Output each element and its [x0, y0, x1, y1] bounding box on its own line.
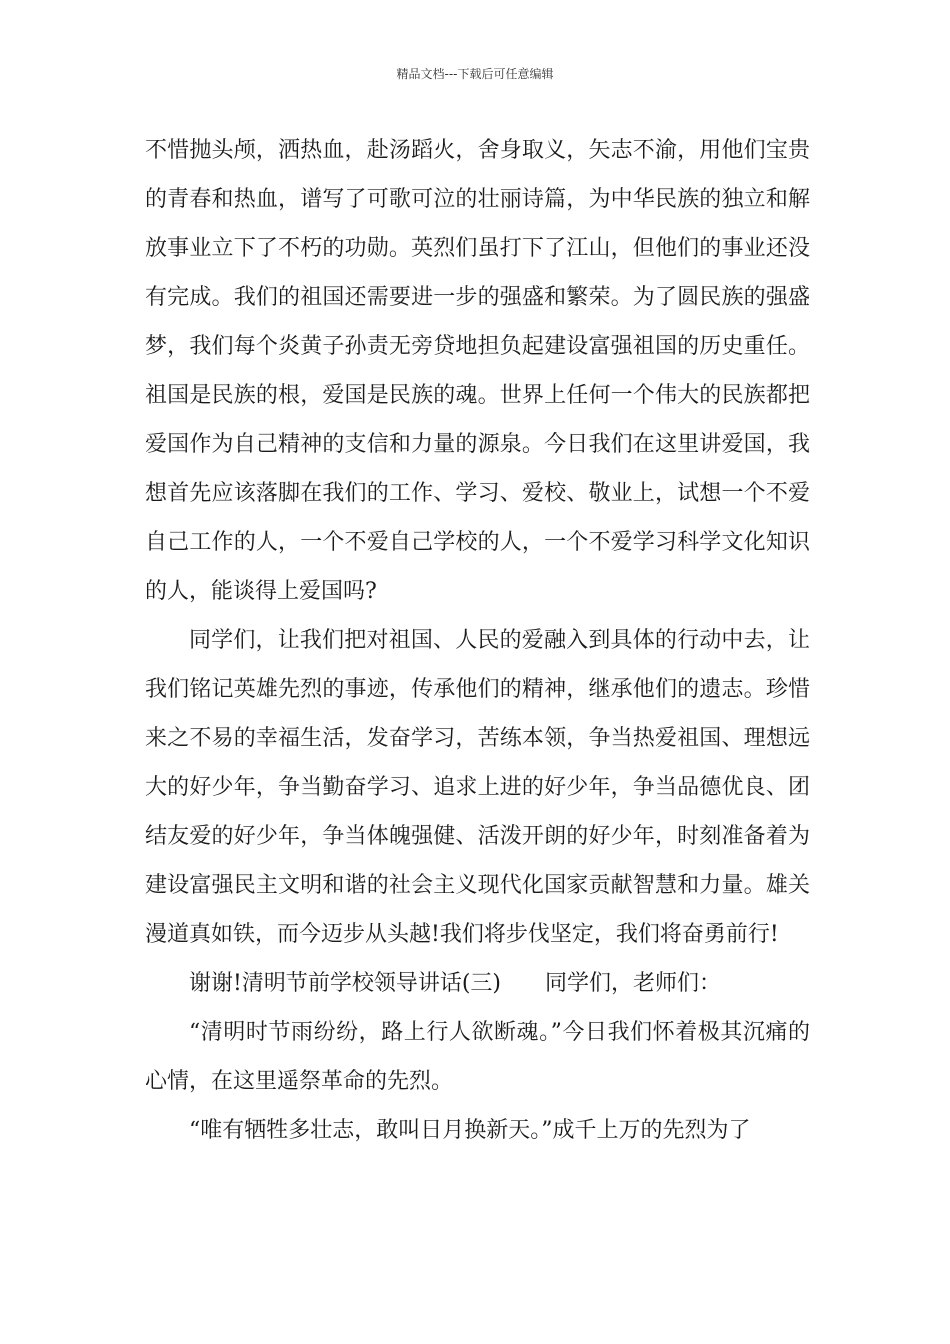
paragraph-2: 同学们，让我们把对祖国、人民的爱融入到具体的行动中去，让我们铭记英雄先烈的事迹，传承他们的精神，继承他们的遗志。珍惜来之不易的幸福生活，发奋学习，苦练本领，争当热爱祖国、理想远大的好少年，争当勤奋学习、追求上进的好少年，争当品德优良、团结友爱的好少年，争当体魄强健、活泼开朗的好少年，时刻准备着为建设富强民主文明和谐的社会主义现代化国家贡献智慧和力量。雄关漫道真如铁，而今迈步从头越!我们将步伐坚定，我们将奋勇前行! [145, 628, 810, 947]
paragraph-4: “唯有牺牲多壮志，敢叫日月换新天。”成千上万的先烈为了 [189, 1118, 751, 1143]
document-body [145, 126, 810, 1155]
paragraph-3: “清明时节雨纷纷，路上行人欲断魂。”今日我们怀着极其沉痛的心情，在这里遥祭革命的先烈。 [145, 1020, 810, 1094]
paragraph-1: 不惜抛头颅，洒热血，赴汤蹈火，舍身取义，矢志不渝，用他们宝贵的青春和热血，谱写了可歌可泣的壮丽诗篇，为中华民族的独立和解放事业立下了不朽的功勋。英烈们虽打下了江山，但他们的事业还没有完成。我们的祖国还需要进一步的强盛和繁荣。为了圆民族的强盛梦，我们每个炎黄子孙责无旁贷地担负起建设富强祖国的历史重任。祖国是民族的根，爱国是民族的魂。世界上任何一个伟大的民族都把爱国作为自己精神的支信和力量的源泉。今日我们在这里讲爱国，我想首先应该落脚在我们的工作、学习、爱校、敬业上，试想一个不爱自己工作的人，一个不爱自己学校的人，一个不爱学习科学文化知识的人，能谈得上爱国吗? [145, 138, 810, 604]
section-title-line: 谢谢!清明节前学校领导讲话(三) 同学们，老师们： [189, 971, 722, 996]
page-header: 精品文档---下载后可任意编辑 [396, 67, 554, 81]
